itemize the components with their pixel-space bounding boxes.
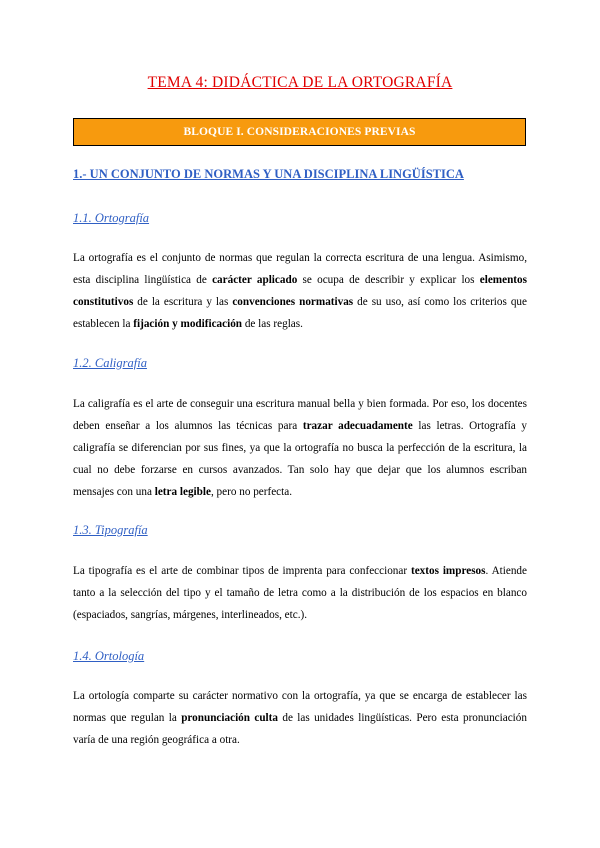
subsection-heading-caligrafia: 1.2. Caligrafía bbox=[73, 356, 147, 370]
bold-term: convenciones normativas bbox=[232, 296, 354, 308]
subsection-heading-tipografia: 1.3. Tipografía bbox=[73, 523, 148, 537]
bold-term: elementos constitutivos bbox=[73, 274, 527, 308]
text-run: de la escritura y las bbox=[133, 296, 233, 308]
text-run: La tipografía es el arte de combinar tipos de imprenta para confeccionar bbox=[73, 565, 411, 577]
text-run: de las unidades lingüísticas. Pero esta pronunciación varía de una región geográfica a otra. bbox=[73, 712, 527, 746]
paragraph-tipografia bbox=[73, 560, 527, 626]
section-heading: 1.- UN CONJUNTO DE NORMAS Y UNA DISCIPLINA LINGÜÍSTICA bbox=[73, 167, 464, 181]
paragraph-ortologia bbox=[73, 685, 527, 751]
block-banner-label: BLOQUE I. CONSIDERACIONES PREVIAS bbox=[183, 126, 416, 138]
bold-term: carácter aplicado bbox=[212, 274, 298, 286]
text-run: La caligrafía es el arte de conseguir una escritura manual bella y bien formada. Por eso, los docentes deben enseñar a los alumnos las técnicas para bbox=[73, 398, 527, 432]
text-run: se ocupa de describir y explicar los bbox=[297, 274, 480, 286]
text-run: , pero no perfecta. bbox=[210, 486, 293, 498]
paragraph-ortografia bbox=[73, 247, 527, 335]
text-run: las letras. Ortografía y caligrafía se diferencian por sus fines, ya que la ortografía no busca la perfección de la escritura, la cual no debe forzarse en cursos avanzados. Tan solo hay que dejar que los alumnos escriban mensajes con una bbox=[73, 420, 528, 498]
bold-term: textos impresos bbox=[410, 565, 486, 577]
text-run: de las reglas. bbox=[242, 318, 303, 330]
bold-term: letra legible bbox=[154, 486, 211, 498]
paragraph-caligrafia bbox=[73, 393, 527, 503]
page-title: TEMA 4: DIDÁCTICA DE LA ORTOGRAFÍA bbox=[147, 74, 453, 91]
text-run: de su uso, así como los criterios que establecen la bbox=[73, 296, 527, 330]
subsection-heading-ortologia: 1.4. Ortología bbox=[73, 649, 145, 663]
text-run: La ortografía es el conjunto de normas que regulan la correcta escritura de una lengua. Asimismo, esta disciplina lingüística de bbox=[73, 252, 527, 286]
text-run: La ortología comparte su carácter normativo con la ortografía, ya que se encarga de establecer las normas que regulan la bbox=[73, 690, 527, 724]
bold-term: fijación y modificación bbox=[133, 318, 243, 330]
bold-term: trazar adecuadamente bbox=[302, 420, 413, 432]
subsection-heading-ortografia: 1.1. Ortografía bbox=[73, 211, 150, 225]
block-banner bbox=[73, 118, 526, 146]
text-run: . Atiende tanto a la selección del tipo y el tamaño de letra como a la distribución de los espacios en blanco (espaciados, sangrías, márgenes, interlineados, etc.). bbox=[73, 565, 527, 621]
bold-term: pronunciación culta bbox=[181, 712, 278, 724]
